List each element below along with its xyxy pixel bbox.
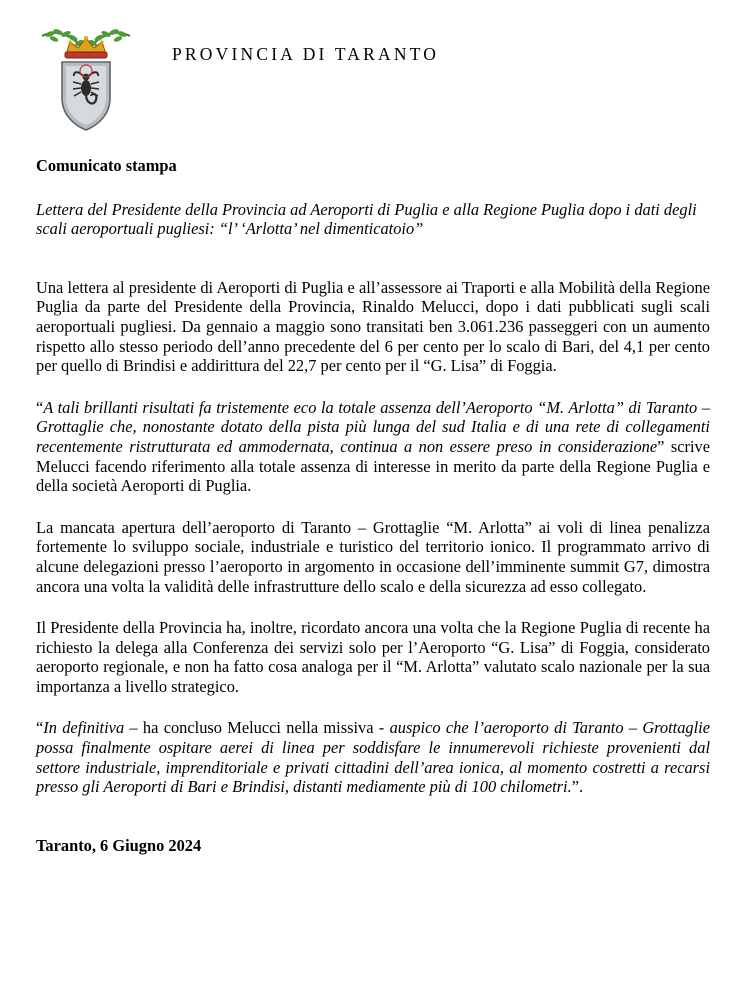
quote-text: A tali brillanti risultati fa tristemente eco la totale assenza dell’Aeroporto “M. Arlotta” di Taranto – Grottaglie che, nonostante dotato della pista più lunga del sud Italia e di una rete di collegamenti recentemente ristrutturata ed ammodernata, continua a non essere preso in considerazione xyxy=(36,397,710,456)
paragraph-1: Una lettera al presidente di Aeroporti di Puglia e all’assessore ai Traporti e alla Mobilità della Regione Puglia da parte del Presidente della Provincia, Rinaldo Melucci, dopo i dati pubblicati sugli scali aeroportuali pugliesi. Da gennaio a maggio sono transitati ben 3.061.236 passeggeri con un aumento rispetto allo stesso periodo dell’anno precedente del 6 per cento per lo scalo di Bari, del 4,1 per cento per quello di Brindisi e addirittura del 22,7 per cento per il “G. Lisa” di Foggia. xyxy=(36,277,710,376)
paragraph-5 xyxy=(36,718,710,796)
coat-of-arms-icon xyxy=(40,26,132,134)
document-subtitle: Lettera del Presidente della Provincia ad Aeroporti di Puglia e alla Regione Puglia dopo i dati degli scali aeroportuali pugliesi: “l’ ‘Arlotta’ nel dimenticatoio” xyxy=(36,199,697,239)
paragraph-2-rest: ” scrive Melucci facendo riferimento alla totale assenza di interesse in merito da parte della Regione Puglia e della società Aeroporti di Puglia. xyxy=(36,436,710,496)
paragraph-3: La mancata apertura dell’aeroporto di Taranto – Grottaglie “M. Arlotta” ai voli di linea penalizza fortemente lo sviluppo sociale, industriale e turistico del territorio ionico. Il programmato arrivo di alcune delegazioni presso l’aeroporto in argomento in occasione dell’imminente summit G7, dimostra ancora una volta la validità delle infrastrutture dello scalo e della sicurezza ad esso collegato. xyxy=(36,517,710,596)
quote-open: “ xyxy=(36,397,44,417)
document-label: Comunicato stampa xyxy=(36,156,177,175)
quote-text-1: In definitiva xyxy=(43,718,125,738)
organization-name: PROVINCIA DI TARANTO xyxy=(172,44,440,64)
quote-text-2: auspico che l’aeroporto di Taranto – Grottaglie possa finalmente ospitare aerei di linea per soddisfare le innumerevoli richieste provenienti dal settore industriale, imprenditoriale e privati cittadini dell’area ionica, al momento costretti a recarsi presso gli Aeroporti di Bari e Brindisi, distanti mediamente più di 100 chilometri. xyxy=(36,718,710,797)
paragraph-5-mid: – ha concluso Melucci nella missiva - xyxy=(124,718,390,738)
paragraph-4: Il Presidente della Provincia ha, inoltre, ricordato ancora una volta che la Regione Puglia di recente ha richiesto la delega alla Conferenza dei servizi solo per l’Aeroporto “G. Lisa” di Foggia, considerato aeroporto regionale, e non ha fatto cosa analoga per il “M. Arlotta” valutato scalo nazionale per la sua importanza a livello strategico. xyxy=(36,618,710,696)
quote-close: ”. xyxy=(571,777,584,797)
quote-open: “ xyxy=(36,718,44,738)
paragraph-2 xyxy=(36,398,710,496)
press-release xyxy=(36,156,710,855)
document-date: Taranto, 6 Giugno 2024 xyxy=(36,835,202,855)
